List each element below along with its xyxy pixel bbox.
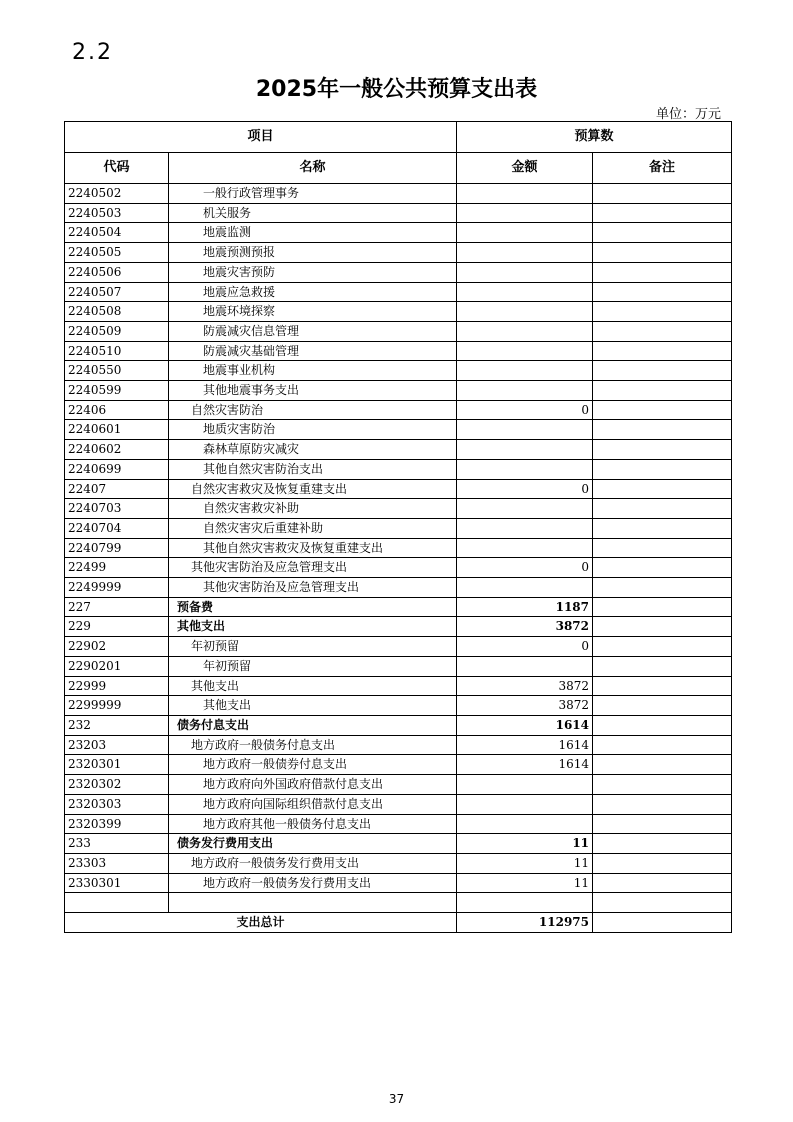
- row-amount: 0: [457, 637, 593, 657]
- section-number: 2.2: [72, 40, 113, 65]
- row-code: 2240601: [65, 420, 169, 440]
- row-name: 年初预留: [169, 656, 457, 676]
- row-code: 2240704: [65, 518, 169, 538]
- row-amount: 1614: [457, 755, 593, 775]
- row-note: [593, 578, 732, 598]
- table-row: [65, 420, 732, 440]
- row-name: 年初预留: [169, 637, 457, 657]
- row-name: 自然灾害防治: [169, 400, 457, 420]
- row-amount: 0: [457, 400, 593, 420]
- row-amount: [457, 282, 593, 302]
- row-code: 2240503: [65, 203, 169, 223]
- table-row: [65, 499, 732, 519]
- header-amount: 金额: [457, 153, 593, 184]
- table-row: [65, 302, 732, 322]
- header-budget: 预算数: [457, 122, 732, 153]
- header-row-sub: [65, 153, 732, 184]
- header-item: 项目: [65, 122, 457, 153]
- row-name: 其他灾害防治及应急管理支出: [169, 578, 457, 598]
- row-code: 2320302: [65, 775, 169, 795]
- table-row: [65, 696, 732, 716]
- row-name: 地震应急救援: [169, 282, 457, 302]
- row-note: [593, 873, 732, 893]
- table-row: [65, 440, 732, 460]
- row-name: 其他自然灾害防治支出: [169, 459, 457, 479]
- row-code: [65, 893, 169, 913]
- row-name: 地方政府一般债务发行费用支出: [169, 873, 457, 893]
- row-name: 机关服务: [169, 203, 457, 223]
- row-name: 其他支出: [169, 696, 457, 716]
- table-row: [65, 282, 732, 302]
- row-note: [593, 755, 732, 775]
- row-name: 地方政府向外国政府借款付息支出: [169, 775, 457, 795]
- row-name: 自然灾害灾后重建补助: [169, 518, 457, 538]
- row-note: [593, 262, 732, 282]
- row-code: 22999: [65, 676, 169, 696]
- row-name: 自然灾害救灾及恢复重建支出: [169, 479, 457, 499]
- row-amount: 3872: [457, 676, 593, 696]
- row-name: 防震减灾信息管理: [169, 321, 457, 341]
- page-title: 2025年一般公共预算支出表: [255, 77, 538, 102]
- header-name: 名称: [169, 153, 457, 184]
- row-note: [593, 676, 732, 696]
- table-row: [65, 184, 732, 204]
- row-name: 其他自然灾害救灾及恢复重建支出: [169, 538, 457, 558]
- row-name: 其他地震事务支出: [169, 381, 457, 401]
- table-row: [65, 381, 732, 401]
- row-amount: 0: [457, 558, 593, 578]
- table-row: [65, 597, 732, 617]
- row-note: [593, 321, 732, 341]
- table-row: [65, 223, 732, 243]
- row-amount: [457, 656, 593, 676]
- row-note: [593, 735, 732, 755]
- row-note: [593, 656, 732, 676]
- row-note: [593, 893, 732, 913]
- row-amount: [457, 893, 593, 913]
- total-row: [65, 913, 732, 933]
- row-code: 2240506: [65, 262, 169, 282]
- row-name: 预备费: [169, 597, 457, 617]
- row-amount: 11: [457, 873, 593, 893]
- row-code: 22499: [65, 558, 169, 578]
- row-code: 229: [65, 617, 169, 637]
- table-row: [65, 203, 732, 223]
- row-code: 2240508: [65, 302, 169, 322]
- row-amount: 3872: [457, 696, 593, 716]
- table-row: [65, 735, 732, 755]
- row-amount: [457, 361, 593, 381]
- row-amount: [457, 518, 593, 538]
- table-row: [65, 558, 732, 578]
- row-amount: 0: [457, 479, 593, 499]
- row-amount: [457, 203, 593, 223]
- row-code: 2240550: [65, 361, 169, 381]
- row-amount: [457, 578, 593, 598]
- row-note: [593, 361, 732, 381]
- row-code: 2240703: [65, 499, 169, 519]
- row-name: 自然灾害救灾补助: [169, 499, 457, 519]
- table-row: [65, 814, 732, 834]
- unit-label: 单位：万元: [655, 107, 721, 122]
- row-name: 森林草原防灾减灾: [169, 440, 457, 460]
- row-name: 地方政府一般债务付息支出: [169, 735, 457, 755]
- row-amount: 11: [457, 834, 593, 854]
- row-note: [593, 223, 732, 243]
- row-amount: [457, 538, 593, 558]
- page-number: 37: [388, 1092, 405, 1106]
- row-name: 地震事业机构: [169, 361, 457, 381]
- row-code: 2240799: [65, 538, 169, 558]
- row-note: [593, 282, 732, 302]
- row-amount: 1187: [457, 597, 593, 617]
- row-amount: [457, 794, 593, 814]
- row-name: 其他支出: [169, 676, 457, 696]
- row-code: 2240699: [65, 459, 169, 479]
- row-name: [169, 893, 457, 913]
- table-row: [65, 479, 732, 499]
- row-code: 2299999: [65, 696, 169, 716]
- row-note: [593, 558, 732, 578]
- row-code: 233: [65, 834, 169, 854]
- row-note: [593, 715, 732, 735]
- row-amount: [457, 381, 593, 401]
- header-code: 代码: [65, 153, 169, 184]
- row-amount: 1614: [457, 715, 593, 735]
- row-code: 232: [65, 715, 169, 735]
- row-code: 22406: [65, 400, 169, 420]
- row-note: [593, 794, 732, 814]
- row-note: [593, 302, 732, 322]
- row-amount: [457, 243, 593, 263]
- row-amount: [457, 499, 593, 519]
- table-row: [65, 873, 732, 893]
- row-code: 2290201: [65, 656, 169, 676]
- row-name: 地方政府一般债务发行费用支出: [169, 853, 457, 873]
- row-note: [593, 341, 732, 361]
- row-code: 2240509: [65, 321, 169, 341]
- table-row: [65, 617, 732, 637]
- row-name: 债务发行费用支出: [169, 834, 457, 854]
- row-note: [593, 420, 732, 440]
- row-note: [593, 518, 732, 538]
- row-note: [593, 479, 732, 499]
- table-row: [65, 755, 732, 775]
- row-note: [593, 597, 732, 617]
- row-amount: [457, 321, 593, 341]
- table-row: [65, 262, 732, 282]
- row-code: 22902: [65, 637, 169, 657]
- row-amount: [457, 814, 593, 834]
- table-row: [65, 834, 732, 854]
- table-row: [65, 518, 732, 538]
- total-label: 支出总计: [65, 913, 457, 933]
- row-code: 2320399: [65, 814, 169, 834]
- row-name: 地方政府一般债券付息支出: [169, 755, 457, 775]
- row-code: 2330301: [65, 873, 169, 893]
- row-note: [593, 853, 732, 873]
- row-note: [593, 381, 732, 401]
- row-amount: [457, 262, 593, 282]
- row-note: [593, 203, 732, 223]
- row-amount: [457, 459, 593, 479]
- row-code: 2240602: [65, 440, 169, 460]
- row-note: [593, 499, 732, 519]
- row-name: 一般行政管理事务: [169, 184, 457, 204]
- row-note: [593, 440, 732, 460]
- row-amount: [457, 420, 593, 440]
- row-name: 地震监测: [169, 223, 457, 243]
- row-name: 其他支出: [169, 617, 457, 637]
- table-row: [65, 400, 732, 420]
- row-note: [593, 775, 732, 795]
- row-note: [593, 834, 732, 854]
- row-code: 23303: [65, 853, 169, 873]
- row-code: 2240505: [65, 243, 169, 263]
- row-name: 地震预测预报: [169, 243, 457, 263]
- table-row: [65, 853, 732, 873]
- header-row-top: [65, 122, 732, 153]
- row-amount: [457, 440, 593, 460]
- row-code: 2240507: [65, 282, 169, 302]
- table-row: [65, 775, 732, 795]
- row-amount: 11: [457, 853, 593, 873]
- total-note: [593, 913, 732, 933]
- budget-table: [64, 121, 732, 933]
- row-amount: [457, 341, 593, 361]
- row-code: 23203: [65, 735, 169, 755]
- row-note: [593, 696, 732, 716]
- row-note: [593, 538, 732, 558]
- row-name: 地震环境探察: [169, 302, 457, 322]
- row-code: 2320303: [65, 794, 169, 814]
- table-row: [65, 361, 732, 381]
- row-code: 2240502: [65, 184, 169, 204]
- row-name: 地方政府向国际组织借款付息支出: [169, 794, 457, 814]
- row-amount: 1614: [457, 735, 593, 755]
- row-amount: 3872: [457, 617, 593, 637]
- total-amount: 112975: [457, 913, 593, 933]
- row-amount: [457, 775, 593, 795]
- row-note: [593, 637, 732, 657]
- row-name: 债务付息支出: [169, 715, 457, 735]
- table-row: [65, 715, 732, 735]
- table-row: [65, 656, 732, 676]
- row-name: 其他灾害防治及应急管理支出: [169, 558, 457, 578]
- header-note: 备注: [593, 153, 732, 184]
- row-amount: [457, 184, 593, 204]
- table-row: [65, 341, 732, 361]
- row-code: 2240599: [65, 381, 169, 401]
- table-row: [65, 794, 732, 814]
- row-note: [593, 184, 732, 204]
- table-row: [65, 893, 732, 913]
- row-code: 2249999: [65, 578, 169, 598]
- table-row: [65, 676, 732, 696]
- row-name: 地质灾害防治: [169, 420, 457, 440]
- row-note: [593, 459, 732, 479]
- table-row: [65, 459, 732, 479]
- table-body: [65, 184, 732, 913]
- row-note: [593, 617, 732, 637]
- row-code: 2320301: [65, 755, 169, 775]
- row-code: 2240504: [65, 223, 169, 243]
- table-row: [65, 538, 732, 558]
- row-name: 防震减灾基础管理: [169, 341, 457, 361]
- table-row: [65, 321, 732, 341]
- row-amount: [457, 223, 593, 243]
- row-code: 2240510: [65, 341, 169, 361]
- row-note: [593, 814, 732, 834]
- table-row: [65, 243, 732, 263]
- row-note: [593, 400, 732, 420]
- table-row: [65, 637, 732, 657]
- table-row: [65, 578, 732, 598]
- row-amount: [457, 302, 593, 322]
- row-code: 227: [65, 597, 169, 617]
- row-note: [593, 243, 732, 263]
- row-name: 地方政府其他一般债务付息支出: [169, 814, 457, 834]
- row-code: 22407: [65, 479, 169, 499]
- row-name: 地震灾害预防: [169, 262, 457, 282]
